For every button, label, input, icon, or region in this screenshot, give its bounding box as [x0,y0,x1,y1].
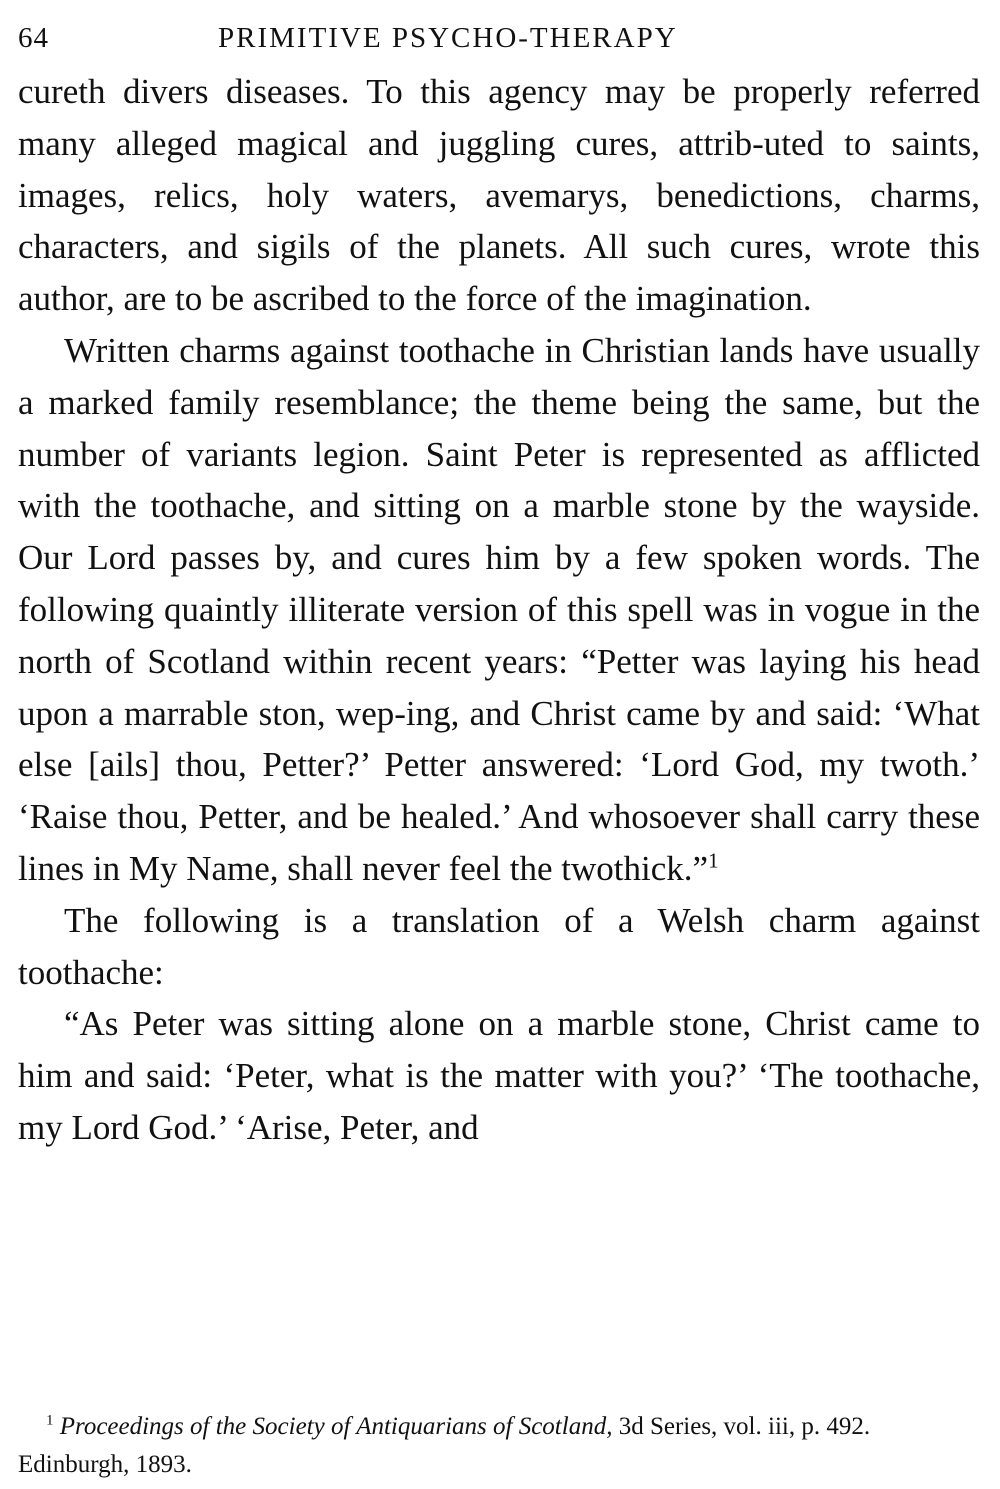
paragraph-toothache-charms [18,325,980,895]
book-page [18,18,980,1154]
paragraph-welsh-charm-intro: The following is a translation of a Welsh charm against toothache: [18,900,980,992]
footnote-source-title: Proceedings of the Society of Antiquarians of Scotland, [59,1413,613,1440]
running-head [18,18,980,66]
page-number: 64 [18,22,49,54]
body-text [18,66,980,1154]
footnote-reference: 1 [708,848,719,873]
footnotes [18,1408,980,1484]
footnote-marker: 1 [46,1412,54,1429]
footnote [18,1408,980,1484]
footnote-citation: 3d Series, vol. iii, p. 492. Edinburgh, 1893. [18,1413,871,1478]
running-title: PRIMITIVE PSYCHO-THERAPY [218,22,678,54]
paragraph-welsh-charm-quote: “As Peter was sitting alone on a marble stone, Christ came to him and said: ‘Peter, what is the matter with you?’ ‘The toothache, my Lord God.’ ‘Arise, Peter, and [18,1004,980,1147]
paragraph-continuation: cureth divers diseases. To this agency may be properly referred many alleged magical and juggling cures, attrib-uted to saints, images, relics, holy waters, avemarys, benedictions, charms, characters, and sigils of the planets. All such cures, wrote this author, are to be ascribed to the force of the imagination. [18,72,980,319]
paragraph-toothache-charms-text: Written charms against toothache in Christian lands have usually a marked family resemblance; the theme being the same, but the number of variants legion. Saint Peter is represented as afflicted with the toothache, and sitting on a marble stone by the wayside. Our Lord passes by, and cures him by a few spoken words. The following quaintly illiterate version of this spell was in vogue in the north of Scotland within recent years: “Petter was laying his head upon a marrable ston, wep-ing, and Christ came by and said: ‘What else [ails] thou, Petter?’ Petter answered: ‘Lord God, my twoth.’ ‘Raise thou, Petter, and be healed.’ And whosoever shall carry these lines in My Name, shall never feel the twothick.” [18,330,980,888]
